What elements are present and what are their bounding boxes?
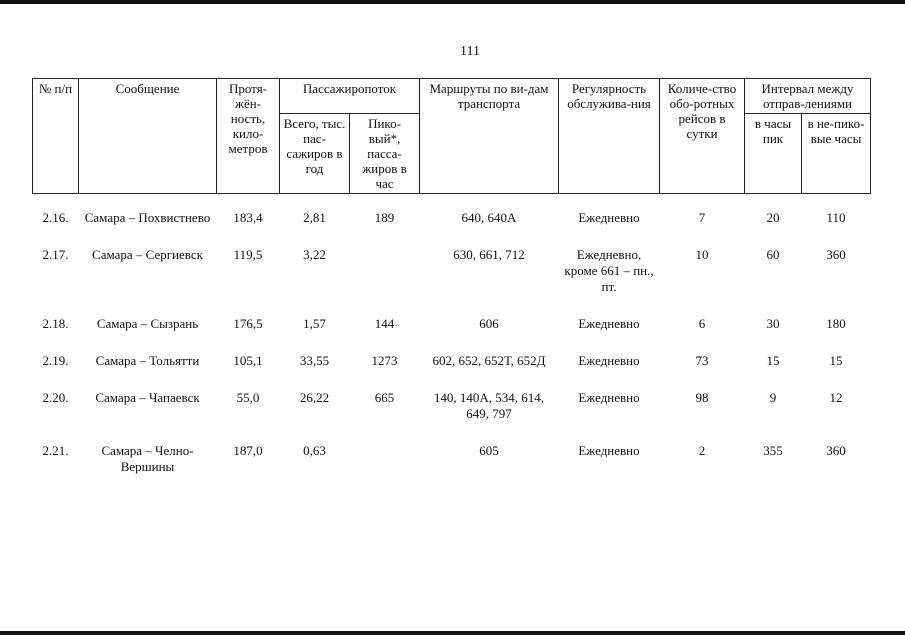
table-row xyxy=(33,349,871,386)
cell-interval-offpeak: 180 xyxy=(826,316,846,331)
table-row xyxy=(33,386,871,439)
cell-interval-offpeak: 360 xyxy=(826,443,846,458)
cell-interval-offpeak: 15 xyxy=(829,353,843,368)
cell-flow-peak xyxy=(350,439,420,479)
cell-flow-total: 26,22 xyxy=(299,390,330,405)
header-num: № п/п xyxy=(33,79,79,194)
cell-length: 183,4 xyxy=(233,210,263,225)
cell-route: Самара – Сергиевск xyxy=(92,247,203,262)
cell-route: Самара – Чапаевск xyxy=(95,390,200,405)
cell-length: 55,0 xyxy=(236,390,260,405)
header-route: Сообщение xyxy=(79,79,217,194)
cell-interval-offpeak: 12 xyxy=(829,390,843,405)
cell-flow-peak: 1273 xyxy=(371,353,398,368)
cell-routes: 602, 652, 652Т, 652Д xyxy=(432,353,546,368)
cell-num: 2.21. xyxy=(42,443,69,458)
table-header xyxy=(33,79,871,194)
cell-length: 119,5 xyxy=(233,247,263,262)
table-row xyxy=(33,312,871,349)
cell-flow-peak: 144 xyxy=(374,316,395,331)
header-routes-by-transport: Маршруты по ви-дам транспорта xyxy=(420,79,559,194)
header-flow-total: Всего, тыс. пас-сажиров в год xyxy=(280,114,350,194)
cell-route: Самара – Похвистнево xyxy=(84,210,211,225)
cell-route: Самара – Тольятти xyxy=(95,353,200,368)
cell-num: 2.18. xyxy=(42,316,69,331)
header-flow-peak: Пико-вый*, пасса-жиров в час xyxy=(350,114,420,194)
table-row xyxy=(33,206,871,243)
table-body xyxy=(33,194,871,480)
cell-interval-peak: 355 xyxy=(763,443,783,458)
cell-routes: 605 xyxy=(479,443,499,458)
cell-regularity: Ежедневно xyxy=(578,390,640,405)
cell-route: Самара – Сызрань xyxy=(96,316,199,331)
cell-trips: 73 xyxy=(695,353,709,368)
header-trips: Количе-ство обо-ротных рейсов в сутки xyxy=(660,79,745,194)
cell-num: 2.20. xyxy=(42,390,69,405)
cell-trips: 98 xyxy=(695,390,709,405)
table-row xyxy=(33,243,871,312)
cell-flow-peak xyxy=(350,243,420,312)
cell-interval-peak: 15 xyxy=(766,353,780,368)
cell-trips: 7 xyxy=(698,210,706,225)
cell-route: Самара – Челно-Вершины xyxy=(101,443,194,474)
header-length: Протя-жён-ность, кило-метров xyxy=(217,79,280,194)
header-passenger-flow: Пассажиропоток xyxy=(280,79,420,114)
cell-regularity: Ежедневно xyxy=(578,316,640,331)
cell-interval-peak: 60 xyxy=(766,247,780,262)
header-regularity: Регулярность обслужива-ния xyxy=(559,79,660,194)
cell-interval-peak: 20 xyxy=(766,210,780,225)
cell-trips: 6 xyxy=(698,316,706,331)
cell-regularity: Ежедневно xyxy=(578,353,640,368)
cell-routes: 140, 140А, 534, 614, 649, 797 xyxy=(433,390,545,421)
cell-interval-offpeak: 360 xyxy=(826,247,846,262)
cell-regularity: Ежедневно, кроме 661 – пн., пт. xyxy=(564,247,654,294)
table-row xyxy=(33,439,871,479)
cell-flow-peak: 665 xyxy=(374,390,395,405)
cell-routes: 630, 661, 712 xyxy=(453,247,525,262)
cell-regularity: Ежедневно xyxy=(578,443,640,458)
cell-flow-total: 33,55 xyxy=(299,353,330,368)
bottom-border-rule xyxy=(0,631,905,635)
cell-flow-total: 2,81 xyxy=(303,210,326,225)
header-interval-peak: в часы пик xyxy=(745,114,802,194)
cell-flow-total: 1,57 xyxy=(303,316,326,331)
cell-flow-total: 3,22 xyxy=(303,247,326,262)
cell-routes: 606 xyxy=(479,316,499,331)
cell-interval-peak: 9 xyxy=(769,390,777,405)
cell-length: 176,5 xyxy=(233,316,263,331)
cell-num: 2.17. xyxy=(42,247,69,262)
cell-regularity: Ежедневно xyxy=(578,210,640,225)
top-border-rule xyxy=(0,0,905,4)
cell-length: 187,0 xyxy=(233,443,263,458)
cell-flow-peak: 189 xyxy=(374,210,395,225)
route-schedule-table xyxy=(32,78,871,479)
cell-routes: 640, 640А xyxy=(461,210,517,225)
cell-num: 2.16. xyxy=(42,210,69,225)
cell-flow-total: 0,63 xyxy=(303,443,326,458)
header-interval-offpeak: в не-пико-вые часы xyxy=(802,114,871,194)
cell-num: 2.19. xyxy=(42,353,69,368)
cell-length: 105,1 xyxy=(233,353,263,368)
cell-trips: 10 xyxy=(695,247,709,262)
page-number: 111 xyxy=(460,44,480,59)
cell-interval-offpeak: 110 xyxy=(826,210,846,225)
cell-interval-peak: 30 xyxy=(766,316,780,331)
cell-trips: 2 xyxy=(698,443,706,458)
header-interval: Интервал между отправ-лениями xyxy=(745,79,871,114)
